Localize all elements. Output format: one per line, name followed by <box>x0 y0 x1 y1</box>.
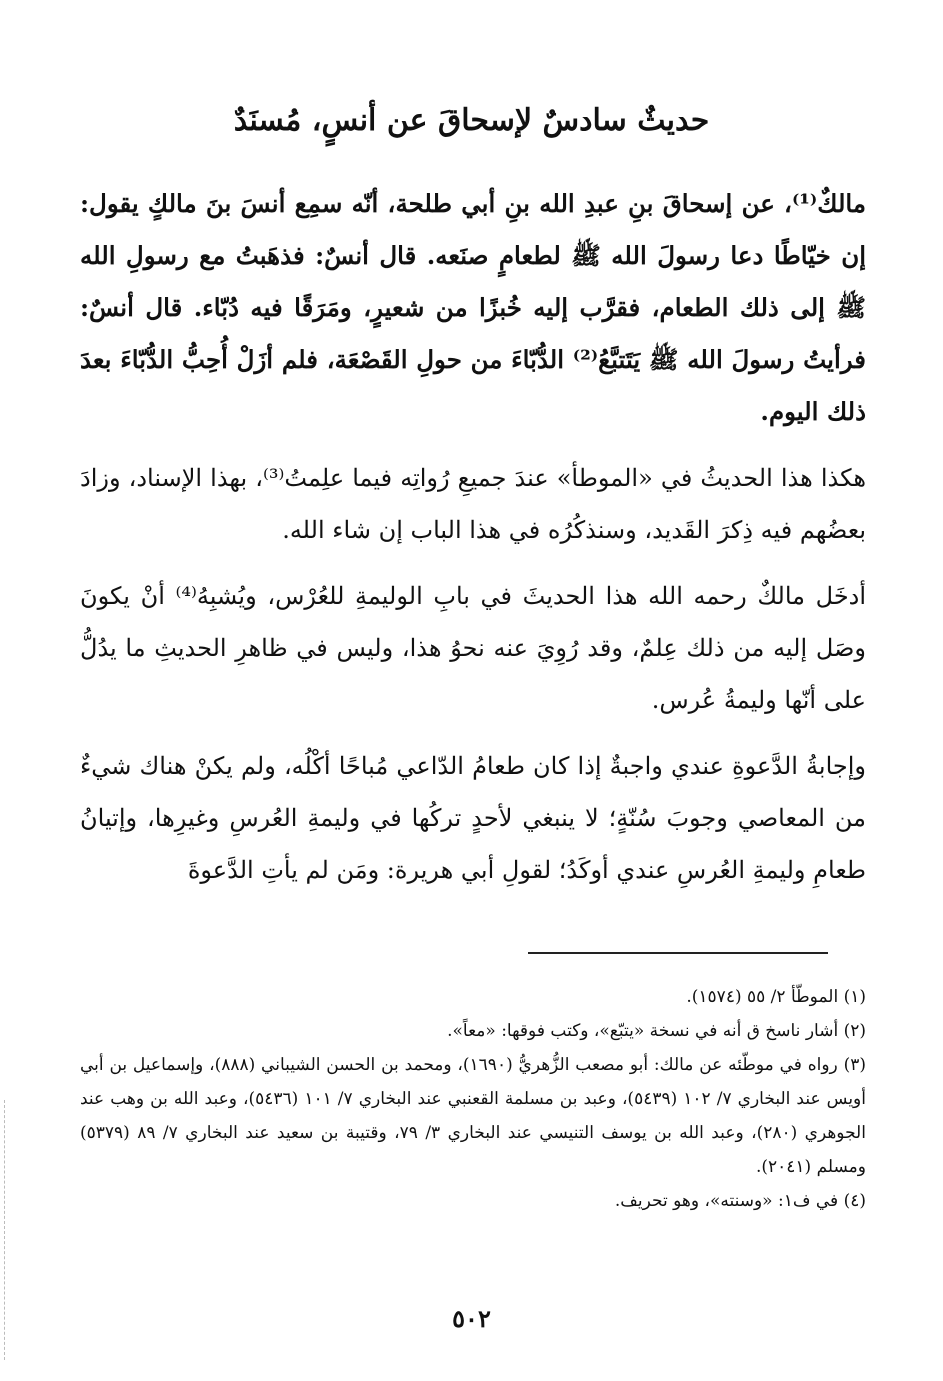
hadith-text: مالكٌ⁽¹⁾، عن إسحاقَ بنِ عبدِ الله بنِ أبي طلحة، أنّه سمِع أنسَ بنَ مالكٍ يقول: إن خيّاطًا دعا رسولَ الله ﷺ لطعامٍ صنَعه. قال أنسٌ: فذهَبتُ مع رسولِ الله ﷺ إلى ذلك الطعام، فقرَّب إليه خُبزًا من شعيرٍ، ومَرَقًا فيه دُبّاء. قال أنسٌ: فرأيتُ رسولَ الله ﷺ يَتَتبَّعُ⁽²⁾ الدُّبّاءَ من حولِ القَصْعَة، فلم أزَلْ أُحِبُّ الدُّبّاءَ بعدَ ذلك اليوم. <box>80 189 866 426</box>
footnote: (١) الموطّأ ٢/ ٥٥ (١٥٧٤). <box>686 987 866 1007</box>
main-text <box>80 178 866 910</box>
footnote: (٣) رواه في موطّئه عن مالك: أبو مصعب الزُّهريُّ (١٦٩٠)، ومحمد بن الحسن الشيباني (٨٨٨)، وإسماعيل بن أبي أويس عند البخاري ٧/ ١٠٢ (٥٤٣٩)، وعبد بن مسلمة القعنبي عند البخاري ٧/ ١٠١ (٥٤٣٦)، وعبد الله بن وهب عند الجوهري (٢٨٠)، وعبد الله بن يوسف التنيسي عند البخاري ٣/ ٧٩، وقتيبة بن سعيد عند البخاري ٧/ ٨٩ (٥٣٧٩) ومسلم (٢٠٤١). <box>80 1055 866 1177</box>
footnote-divider <box>528 952 828 954</box>
hadith-title: حديثٌ سادسٌ لإسحاقَ عن أنسٍ، مُسنَدٌ <box>233 103 710 138</box>
footnote: (٤) في ف١: «وسنته»، وهو تحريف. <box>614 1191 866 1211</box>
footnote: (٢) أشار ناسخ ق أنه في نسخة «يتبّع»، وكتب فوقها: «معاً». <box>447 1021 866 1041</box>
scan-edge-marks <box>4 1100 7 1360</box>
commentary-paragraph: هكذا هذا الحديثُ في «الموطأ» عندَ جميعِ رُواتِه فيما علِمتُ⁽³⁾، بهذا الإسناد، وزادَ بعضُهم فيه ذِكرَ القَديد، وسنذكُرُه في هذا الباب إن شاء الله. <box>80 464 867 544</box>
commentary-paragraph: وإجابةُ الدَّعوةِ عندي واجبةٌ إذا كان طعامُ الدّاعي مُباحًا أكْلُه، ولم يكنْ هناك شيءٌ من المعاصي وجوبَ سُنّةٍ؛ لا ينبغي لأحدٍ تركُها في وليمةِ العُرسِ وغيرِها، وإتيانُ طعامِ وليمةِ العُرسِ عندي أوكَدُ؛ لقولِ أبي هريرة: ومَن لم يأتِ الدَّعوةَ <box>80 752 866 884</box>
footnotes <box>80 980 866 1218</box>
commentary-paragraph: أدخَل مالكٌ رحمه الله هذا الحديثَ في بابِ الوليمةِ للعُرْس، ويُشبِهُ⁽⁴⁾ أنْ يكونَ وصَل إليه من ذلك عِلمٌ، وقد رُوِيَ عنه نحوُ هذا، وليس في ظاهرِ الحديثِ ما يدُلُّ على أنّها وليمةُ عُرس. <box>80 582 867 714</box>
page-number: ٥٠٢ <box>452 1304 491 1333</box>
